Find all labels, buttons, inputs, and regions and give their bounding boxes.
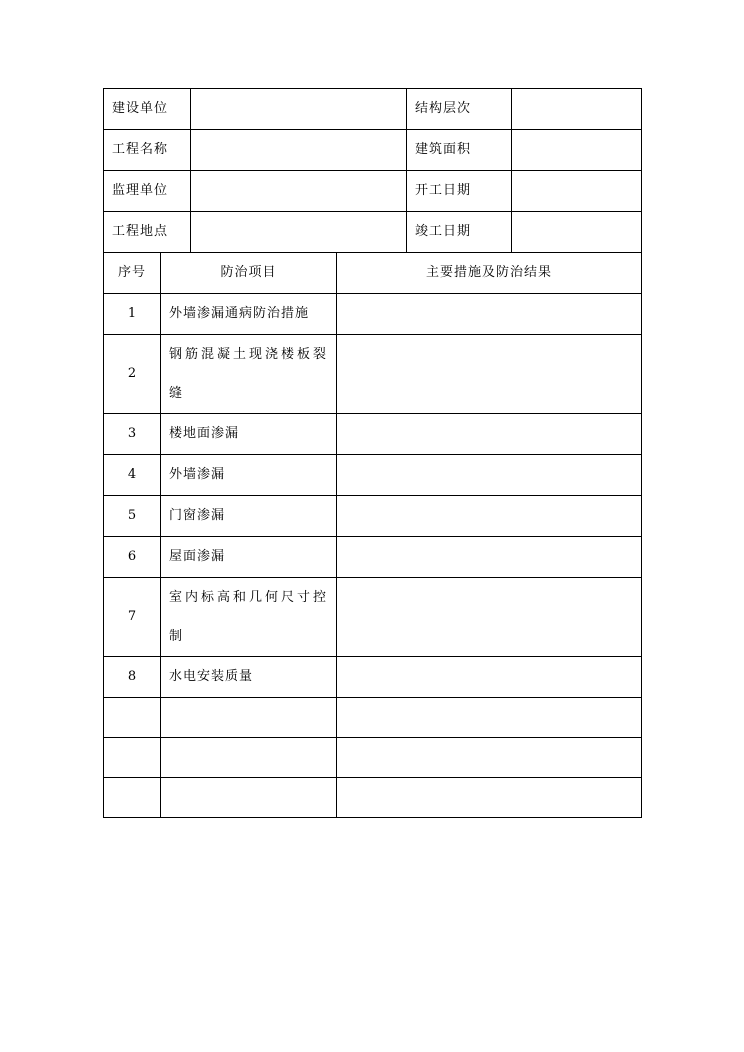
item-row	[104, 657, 642, 698]
item-row	[104, 496, 642, 537]
info-value-field[interactable]	[191, 130, 407, 171]
info-label: 竣工日期	[407, 212, 512, 253]
item-result-field[interactable]	[337, 657, 642, 698]
item-result-field[interactable]	[337, 455, 642, 496]
item-row	[104, 537, 642, 578]
prevention-record-form	[103, 88, 641, 818]
item-seq: 3	[104, 414, 161, 455]
item-name: 室内标高和几何尺寸控制	[161, 578, 337, 657]
item-result-field[interactable]	[337, 578, 642, 657]
item-row	[104, 578, 642, 657]
info-value-field[interactable]	[512, 130, 642, 171]
item-name[interactable]	[161, 738, 337, 778]
item-seq: 7	[104, 578, 161, 657]
item-name: 水电安装质量	[161, 657, 337, 698]
info-label: 建设单位	[104, 89, 191, 130]
item-name[interactable]	[161, 778, 337, 818]
item-seq: 4	[104, 455, 161, 496]
empty-row	[104, 778, 642, 818]
info-label: 结构层次	[407, 89, 512, 130]
info-label: 工程地点	[104, 212, 191, 253]
info-label: 开工日期	[407, 171, 512, 212]
info-label: 建筑面积	[407, 130, 512, 171]
info-row-project-location	[104, 212, 642, 253]
item-seq: 5	[104, 496, 161, 537]
info-label: 监理单位	[104, 171, 191, 212]
info-value-field[interactable]	[191, 212, 407, 253]
item-result-field[interactable]	[337, 537, 642, 578]
header-result: 主要措施及防治结果	[337, 253, 642, 294]
info-value-field[interactable]	[512, 171, 642, 212]
header-seq: 序号	[104, 253, 161, 294]
item-result-field[interactable]	[337, 778, 642, 818]
item-name: 外墙渗漏通病防治措施	[161, 294, 337, 335]
item-row	[104, 414, 642, 455]
form-table	[103, 88, 642, 818]
item-seq: 6	[104, 537, 161, 578]
info-value-field[interactable]	[191, 171, 407, 212]
info-value-field[interactable]	[512, 212, 642, 253]
item-row	[104, 455, 642, 496]
items-header-row	[104, 253, 642, 294]
item-name: 屋面渗漏	[161, 537, 337, 578]
item-result-field[interactable]	[337, 738, 642, 778]
item-seq: 1	[104, 294, 161, 335]
item-result-field[interactable]	[337, 335, 642, 414]
item-name: 楼地面渗漏	[161, 414, 337, 455]
info-row-construction-unit	[104, 89, 642, 130]
item-result-field[interactable]	[337, 496, 642, 537]
info-row-supervision-unit	[104, 171, 642, 212]
item-name: 外墙渗漏	[161, 455, 337, 496]
info-value-field[interactable]	[191, 89, 407, 130]
item-seq: 2	[104, 335, 161, 414]
item-result-field[interactable]	[337, 698, 642, 738]
item-result-field[interactable]	[337, 414, 642, 455]
empty-row	[104, 698, 642, 738]
info-value-field[interactable]	[512, 89, 642, 130]
item-name: 钢筋混凝土现浇楼板裂缝	[161, 335, 337, 414]
item-row	[104, 294, 642, 335]
item-seq[interactable]	[104, 738, 161, 778]
item-seq[interactable]	[104, 778, 161, 818]
item-seq: 8	[104, 657, 161, 698]
empty-row	[104, 738, 642, 778]
item-name[interactable]	[161, 698, 337, 738]
info-row-project-name	[104, 130, 642, 171]
item-name: 门窗渗漏	[161, 496, 337, 537]
item-result-field[interactable]	[337, 294, 642, 335]
header-item: 防治项目	[161, 253, 337, 294]
item-seq[interactable]	[104, 698, 161, 738]
item-row	[104, 335, 642, 414]
info-label: 工程名称	[104, 130, 191, 171]
